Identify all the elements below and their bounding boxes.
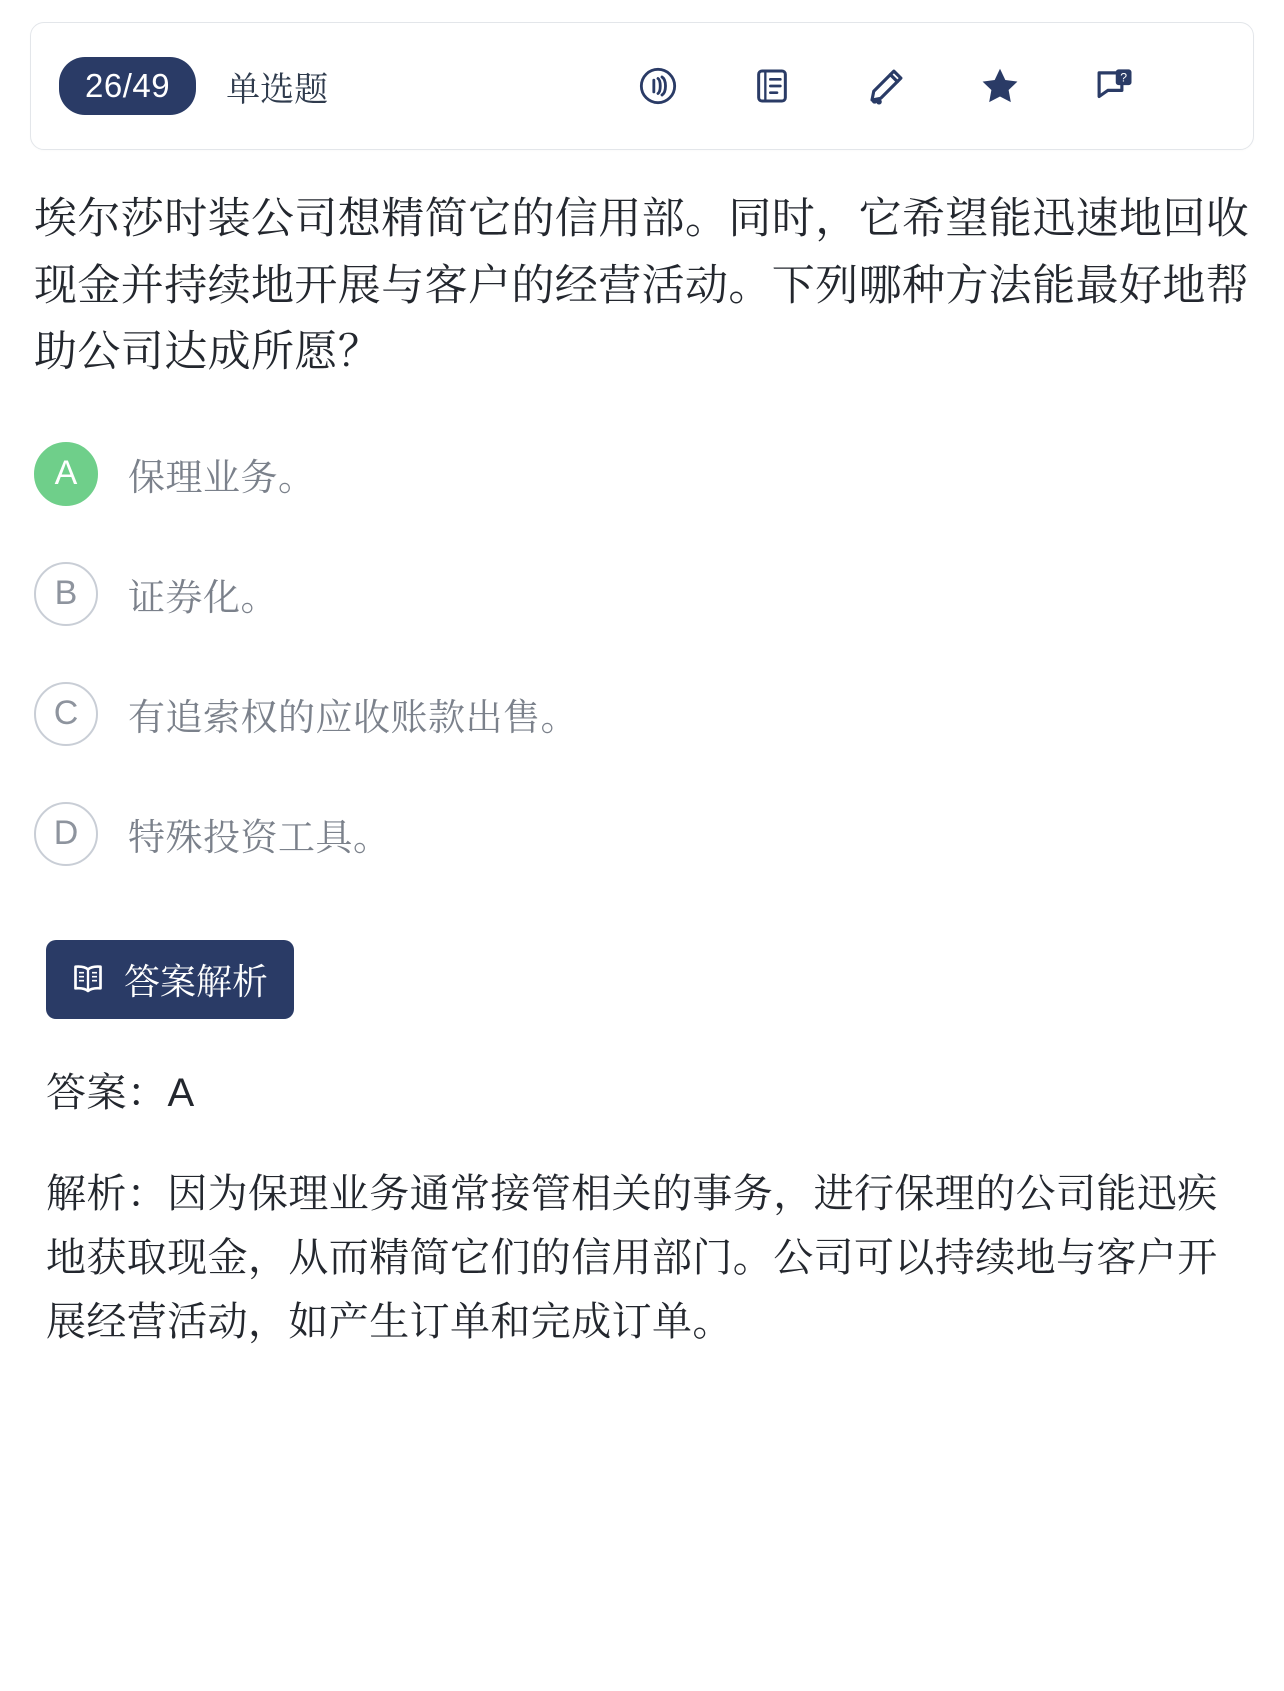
note-icon[interactable] [749, 63, 795, 109]
option-c[interactable] [34, 682, 1250, 746]
option-b-letter: B [34, 562, 98, 626]
question-number-badge: 26/49 [59, 57, 196, 115]
options-list [34, 442, 1250, 866]
option-b[interactable] [34, 562, 1250, 626]
option-a-letter: A [34, 442, 98, 506]
question-type-label: 单选题 [226, 70, 329, 109]
book-icon [68, 959, 108, 999]
analysis-text: 解析：因为保理业务通常接管相关的事务，进行保理的公司能迅疾地获取现金，从而精简它们的信用部门。公司可以持续地与客户开展经营活动，如产生订单和完成订单。 [46, 1171, 1218, 1344]
question-text: 埃尔莎时装公司想精简它的信用部。同时，它希望能迅速地回收现金并持续地开展与客户的经营活动。下列哪种方法能最好地帮助公司达成所愿？ [34, 195, 1250, 377]
answer-explanation-button[interactable] [46, 940, 294, 1019]
pencil-icon[interactable] [863, 63, 909, 109]
question-feedback-icon[interactable] [1091, 63, 1137, 109]
option-a[interactable] [34, 442, 1250, 506]
option-d-text: 特殊投资工具。 [128, 816, 391, 858]
option-d-letter: D [34, 802, 98, 866]
star-icon[interactable] [977, 63, 1023, 109]
svg-text:?: ? [1120, 70, 1128, 85]
header-icon-group [635, 63, 1225, 109]
option-c-letter: C [34, 682, 98, 746]
option-d[interactable] [34, 802, 1250, 866]
option-a-text: 保理业务。 [128, 456, 316, 498]
question-header-bar [30, 22, 1254, 150]
option-c-text: 有追索权的应收账款出售。 [128, 696, 578, 738]
option-b-text: 证券化。 [128, 576, 278, 618]
audio-icon[interactable] [635, 63, 681, 109]
answer-line: 答案：A [46, 1070, 195, 1115]
answer-explanation-label: 答案解析 [124, 960, 269, 1002]
